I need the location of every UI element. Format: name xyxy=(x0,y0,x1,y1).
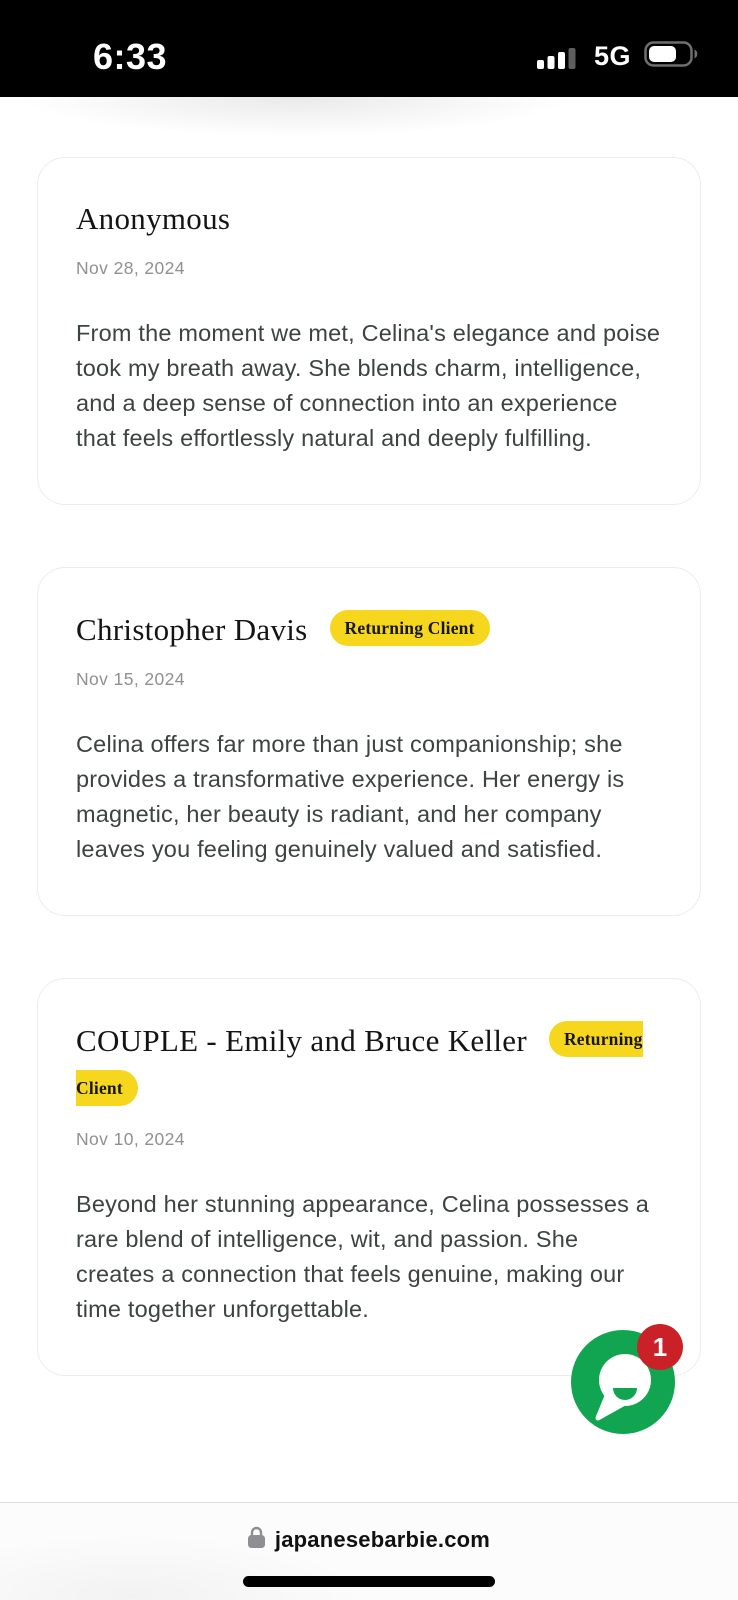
review-date: Nov 10, 2024 xyxy=(76,1129,185,1149)
status-time: 6:33 xyxy=(93,35,168,77)
address-bar[interactable] xyxy=(0,1526,738,1553)
chat-launcher-button[interactable] xyxy=(571,1330,675,1434)
home-indicator[interactable] xyxy=(243,1576,495,1587)
url-text: japanesebarbie.com xyxy=(274,1526,491,1552)
review-card xyxy=(37,157,701,505)
review-text: From the moment we met, Celina's elegance and poise took my breath away. She blends charm, intelligence, and a deep sense of connection into an experience that feels effortlessly natural and deeply fulfilling. xyxy=(76,320,661,451)
returning-client-badge: Returning Client xyxy=(76,1021,643,1106)
network-type-label: 5G xyxy=(593,41,631,71)
reviewer-name: Anonymous xyxy=(76,201,231,236)
reviewer-name: Christopher Davis xyxy=(76,612,308,647)
status-bar xyxy=(0,0,738,97)
reviews-list xyxy=(37,157,701,1376)
review-date: Nov 28, 2024 xyxy=(76,258,185,278)
reviewer-name: COUPLE - Emily and Bruce Keller xyxy=(76,1023,527,1058)
review-card xyxy=(37,978,701,1376)
chat-unread-badge: 1 xyxy=(637,1324,683,1370)
review-card xyxy=(37,567,701,916)
review-text: Celina offers far more than just companionship; she provides a transformative experience. Her energy is magnetic, her beauty is radiant, and her company leaves you feeling genuinely valued and satisfied. xyxy=(76,731,625,862)
cellular-signal-icon xyxy=(537,39,581,75)
safari-bottom-bar xyxy=(0,1502,738,1600)
page-top-shadow xyxy=(0,97,738,155)
review-text: Beyond her stunning appearance, Celina possesses a rare blend of intelligence, wit, and passion. She creates a connection that feels genuine, making our time together unforgettable. xyxy=(76,1191,650,1322)
battery-icon xyxy=(644,40,700,73)
review-date: Nov 15, 2024 xyxy=(76,669,185,689)
returning-client-badge: Returning Client xyxy=(330,610,490,646)
status-icons xyxy=(537,39,700,75)
lock-icon xyxy=(248,1526,265,1553)
